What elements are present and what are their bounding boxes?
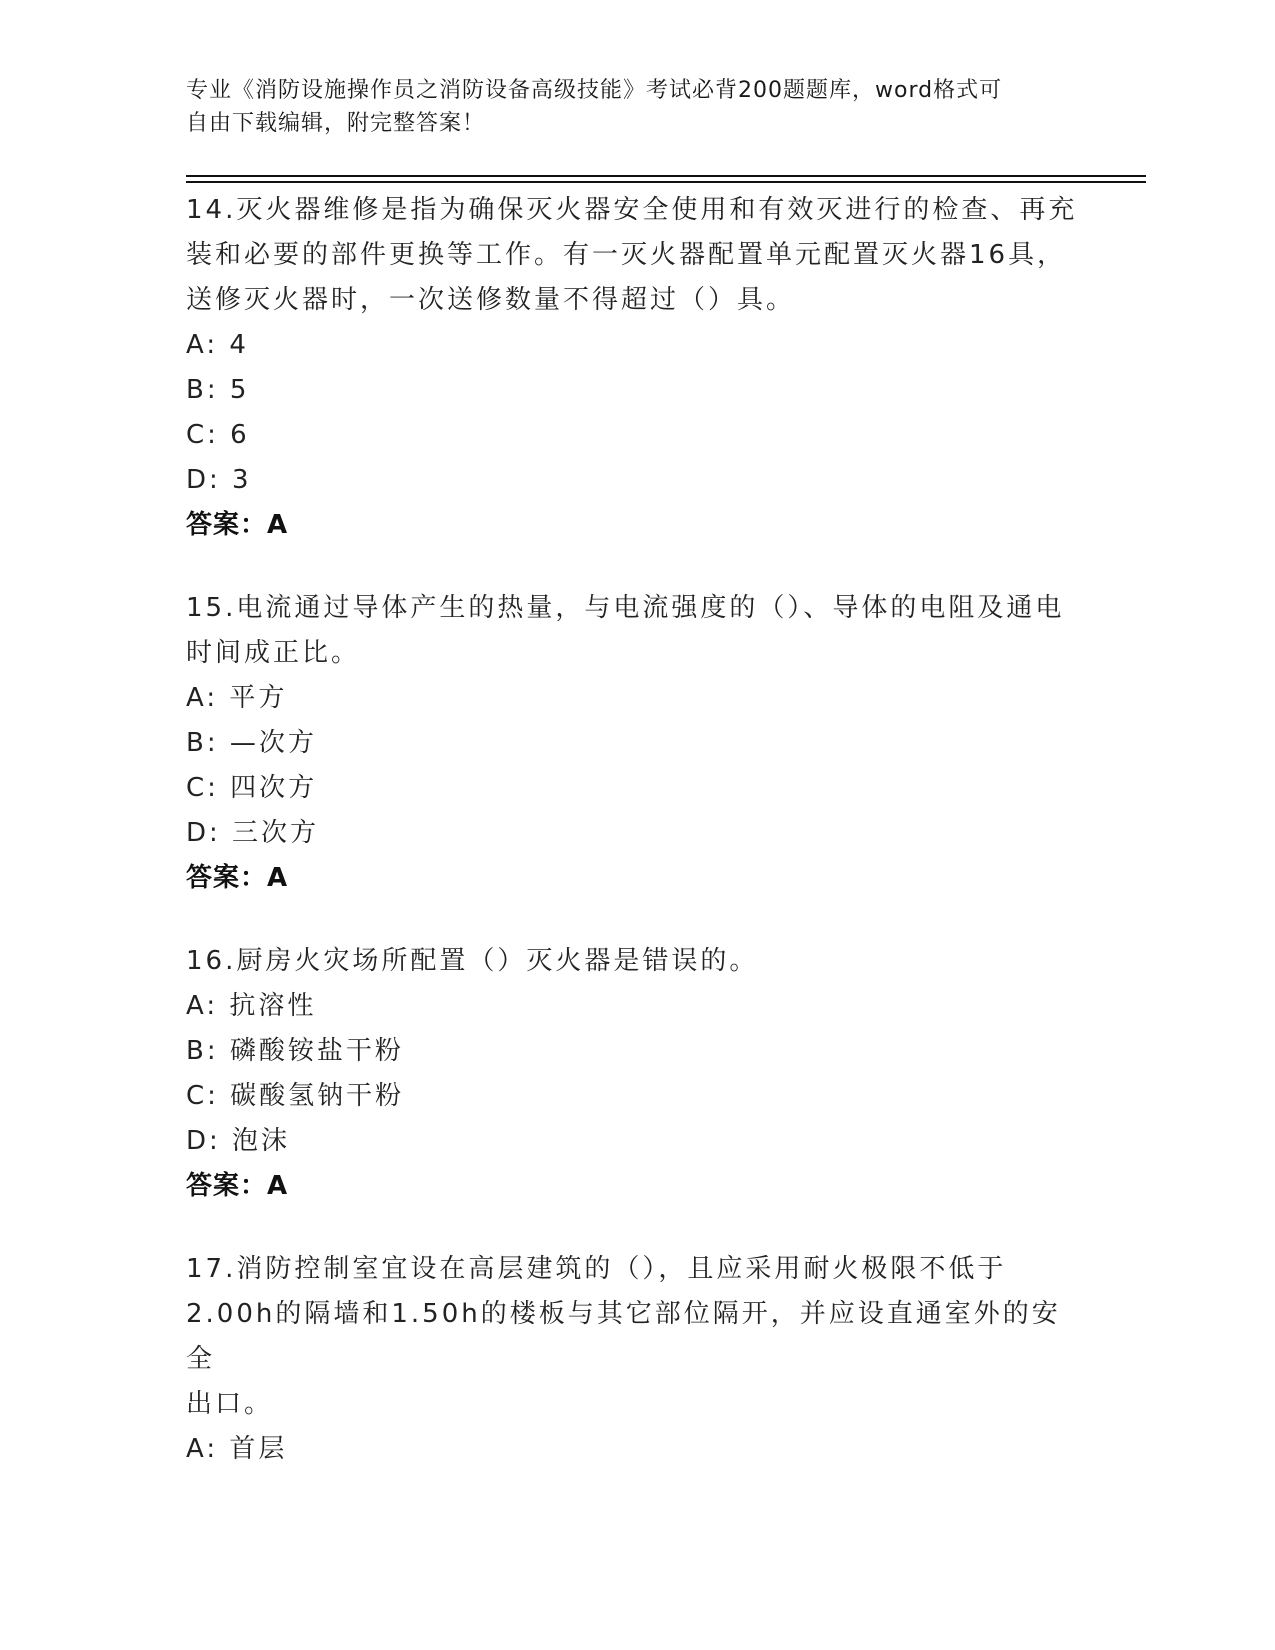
option-a: A: 平方 [186,683,288,713]
document-header [186,74,1086,140]
header-divider-top [186,175,1146,177]
option-a: A: 抗溶性 [186,991,317,1021]
option-b: B: 磷酸铵盐干粉 [186,1036,404,1066]
option-b: B: —次方 [186,728,317,758]
question-text: 17.消防控制室宜设在高层建筑的（），且应采用耐火极限不低于 2.00h的隔墙和1.50h的楼板与其它部位隔开，并应设直通室外的安全 出口。 [186,1254,1061,1419]
header-divider-bottom [186,181,1146,183]
question-text: 15.电流通过导体产生的热量，与电流强度的（）、导体的电阻及通电 时间成正比。 [186,593,1065,668]
option-d: D: 泡沫 [186,1126,291,1156]
answer: 答案：A [186,510,289,540]
option-a: A: 4 [186,330,249,360]
header-line-2: 自由下载编辑，附完整答案！ [186,111,486,136]
option-c: C: 四次方 [186,773,318,803]
option-c: C: 6 [186,420,250,450]
header-line-1: 专业《消防设施操作员之消防设备高级技能》考试必背200题题库，word格式可 [186,78,1003,103]
option-d: D: 3 [186,465,252,495]
answer: 答案：A [186,863,289,893]
question-text: 16.厨房火灾场所配置（）灭火器是错误的。 [186,946,759,976]
question-list [186,188,1086,1510]
answer: 答案：A [186,1171,289,1201]
option-c: C: 碳酸氢钠干粉 [186,1081,405,1111]
question-text: 14.灭火器维修是指为确保灭火器安全使用和有效灭进行的检查、再充 装和必要的部件更换等工作。有一灭火器配置单元配置灭火器16具， 送修灭火器时，一次送修数量不得超过（）具。 [186,195,1078,315]
option-b: B: 5 [186,375,250,405]
option-a: A: 首层 [186,1434,288,1464]
question-14 [186,188,1086,548]
question-17 [186,1247,1086,1472]
option-d: D: 三次方 [186,818,320,848]
question-16 [186,939,1086,1209]
question-15 [186,586,1086,901]
